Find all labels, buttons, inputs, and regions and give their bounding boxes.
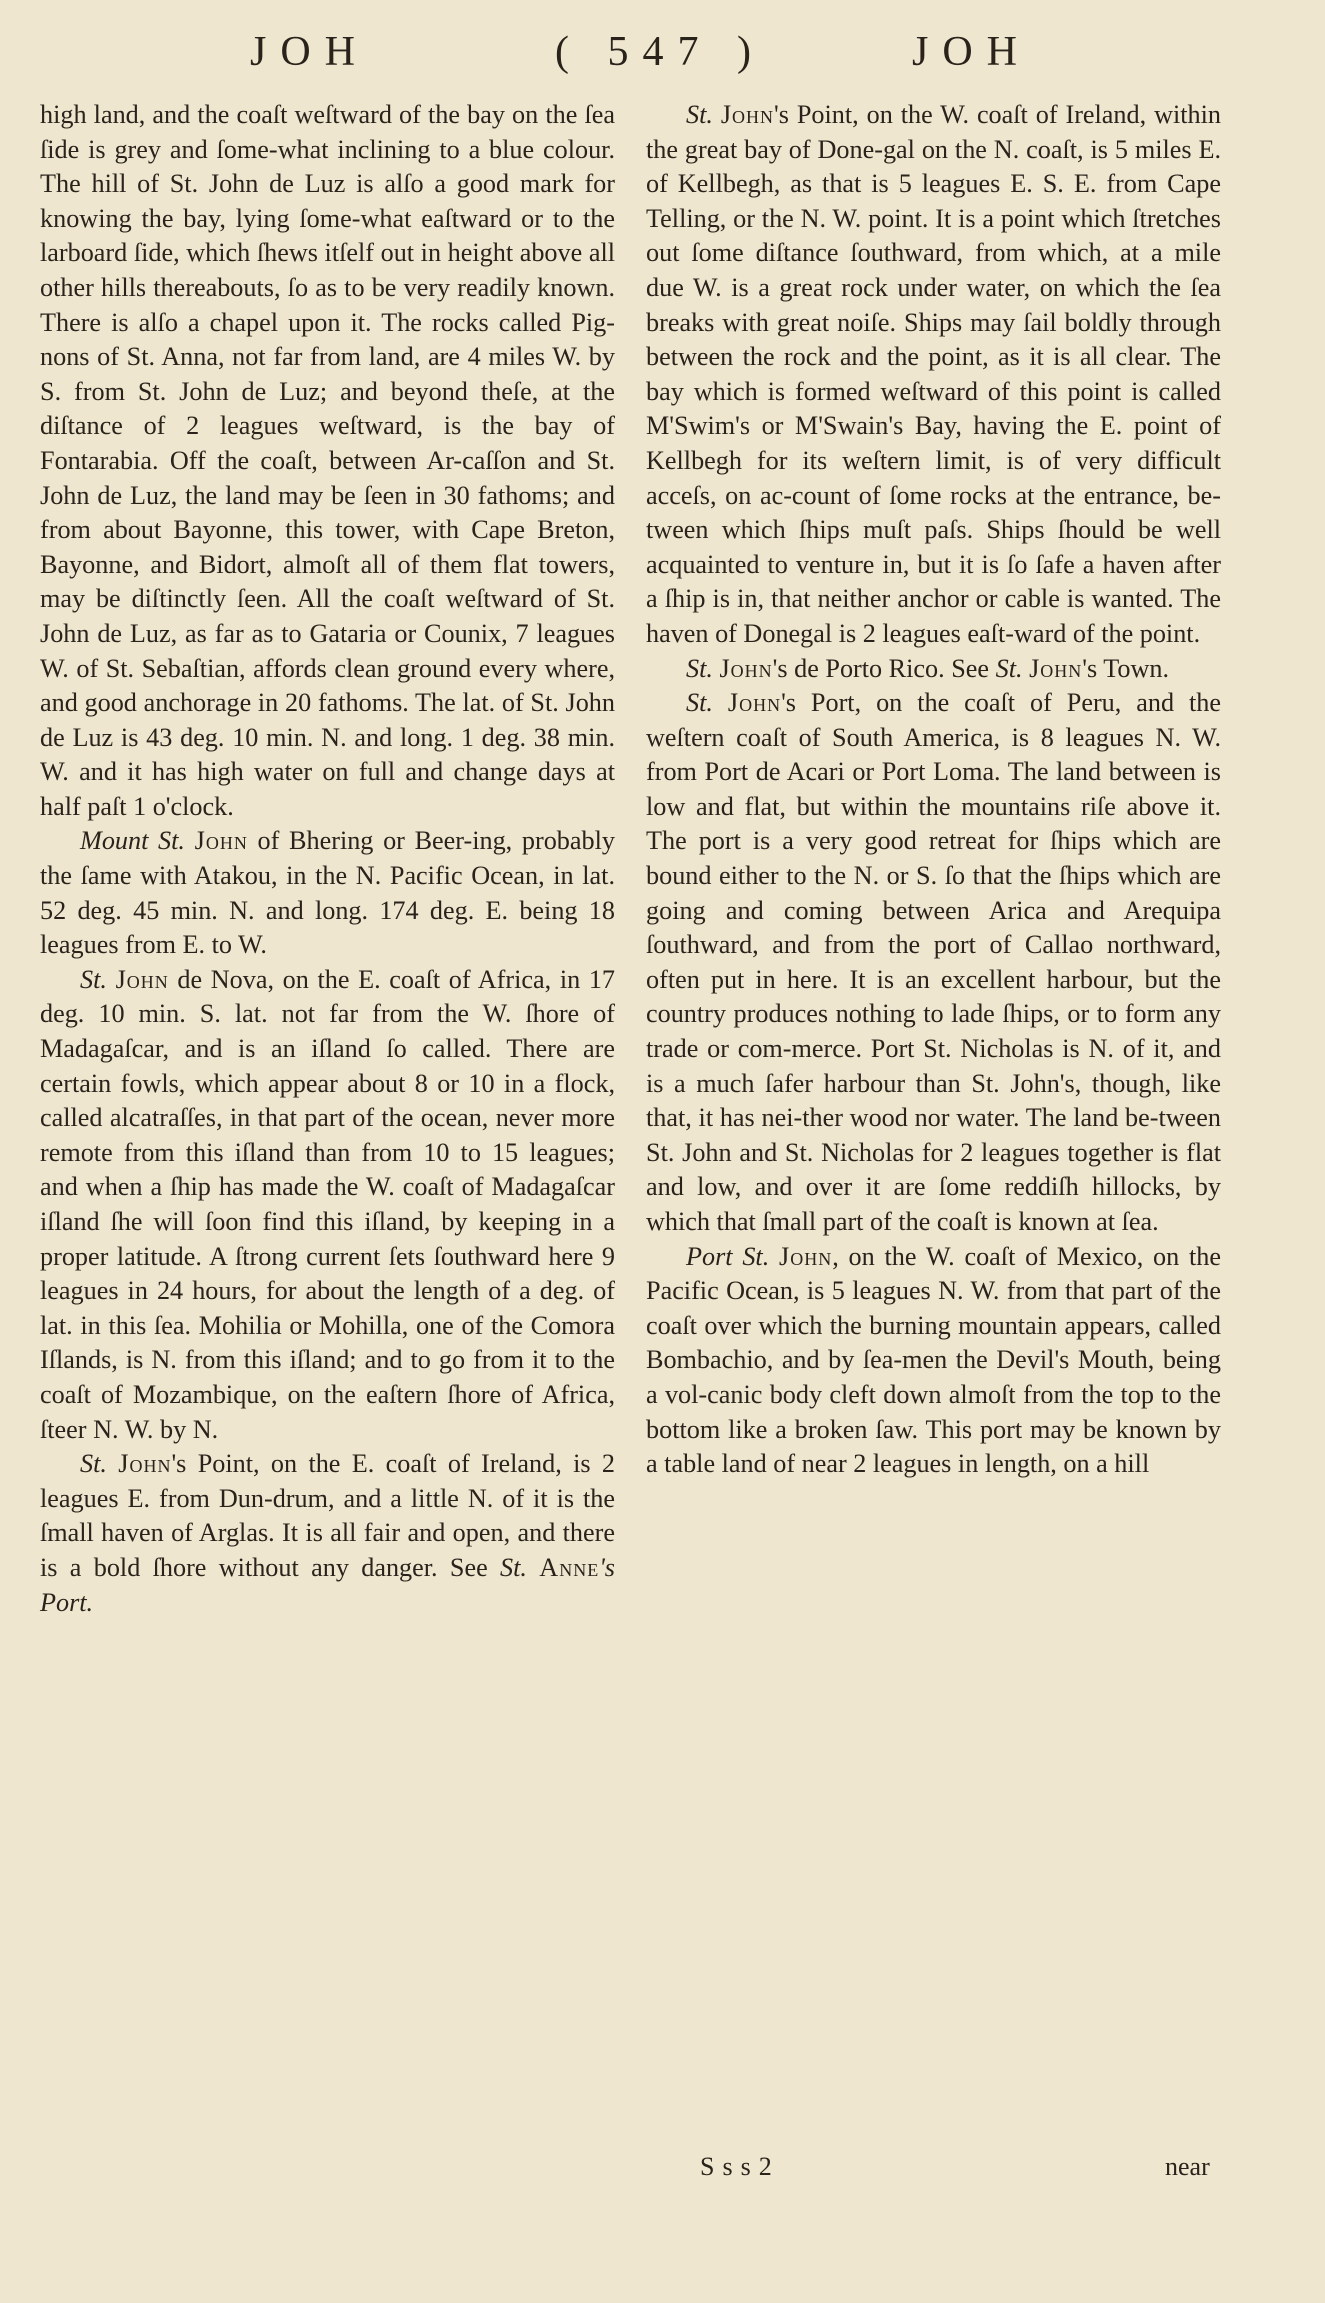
entry-lead: St. — [80, 1449, 107, 1479]
entry-lead: St. — [686, 653, 713, 683]
entry-st-johns-de-porto-rico — [646, 652, 1221, 687]
catchword: near — [1165, 2152, 1210, 2181]
entry-text: de Nova, on the E. coaſt of Africa, in 17 deg. 10 min. S. lat. not far from the W. ſhore of Madagaſcar, and is an iſland ſo called. There are certain fowls, which appear about 8 or 10 in a flock, called alcatraſſes, in that part of the ocean, never more remote from this iſland than from 10 to 15 leagues; and when a ſhip has made the W. coaſt of Madagaſcar iſland ſhe will ſoon find this iſland, by keeping in a proper latitude. A ſtrong current ſets ſouthward here 9 leagues in 24 hours, for about the length of a deg. of lat. in this ſea. Mohilia or Mohilla, one of the Comora Iſlands, is N. from this iſland; and to go from it to the coaſt of Mozambique, on the eaſtern ſhore of Africa, ſteer N. W. by N. — [40, 964, 616, 1444]
entry-st-johns-port — [646, 686, 1221, 1240]
entry-text: 's de Porto Rico. See — [772, 653, 996, 683]
cross-ref-lead: St. — [995, 653, 1023, 683]
entry-headword: John — [720, 100, 775, 129]
entry-text: 's Port, on the coaſt of Peru, and the weſtern coaſt of South America, is 8 leagues N. W. from Port de Acari or Port Loma. The land between is low and flat, but within the mountains riſe above it. The port is a very good retreat for ſhips which are bound either to the N. or S. ſo that the ſhips which are going and coming between Arica and Arequipa ſouthward, and from the port of Callao northward, often put in here. It is an excellent harbour, but the country produces nothing to lade ſhips, or to form any trade or com-merce. Port St. Nicholas is N. of it, and is a much ſafer harbour than St. John's, though, like that, it has nei-ther wood nor water. The land be-tween St. John and St. Nicholas for 2 leagues together is flat and low, and over it are ſome reddiſh hillocks, by which that ſmall part of the coaſt is known at ſea. — [646, 688, 1221, 1236]
entry-headword: John — [727, 688, 782, 718]
entry-lead: Port St. — [686, 1241, 770, 1271]
running-header — [0, 28, 1325, 98]
entry-headword: John — [719, 653, 773, 683]
header-right: JOH — [912, 29, 1032, 75]
header-left: JOH — [250, 29, 370, 75]
entry-text: of Bhering or Beer-ing, probably the ſame with Atakou, in the N. Pacific Ocean, in lat. 52 deg. 45 min. N. and long. 174 deg. E. being 18 leagues from E. to W. — [40, 826, 615, 960]
entry-text: 's Point, on the W. coaſt of Ireland, within the great bay of Done-gal on the N. coaſt, is 5 miles E. of Kellbegh, as that is 5 leagues E. S. E. from Cape Telling, or the N. W. point. It is a point which ſtretches out ſome diſtance ſouthward, from which, at a mile due W. is a great rock under water, on which the ſea breaks with great noiſe. Ships may ſail boldly through between the rock and the point, as it is all clear. The bay which is formed weſtward of this point is called M'Swim's or M'Swain's Bay, having the E. point of Kellbegh for its weſtern limit, is of very difficult acceſs, on ac-count of ſome rocks at the entrance, be-tween which ſhips muſt paſs. Ships ſhould be well acquainted to venture in, but it is ſo ſafe a haven after a ſhip is in, that neither anchor or cable is wanted. The haven of Donegal is 2 leagues eaſt-ward of the point. — [646, 100, 1222, 648]
entry-paragraph: high land, and the coaſt weſtward of the bay on the ſea ſide is grey and ſome-what inclining to a blue colour. The hill of St. John de Luz is alſo a good mark for knowing the bay, lying ſome-what eaſtward or to the larboard ſide, which ſhews itſelf out in height above all other hills thereabouts, ſo as to be very readily known. There is alſo a chapel upon it. The rocks called Pig-nons of St. Anna, not far from land, are 4 miles W. by S. from St. John de Luz; and beyond theſe, at the diſtance of 2 leagues weſtward, is the bay of Fontarabia. Off the coaſt, between Ar-caſſon and St. John de Luz, the land may be ſeen in 30 fathoms; and from about Bayonne, this tower, with Cape Breton, Bayonne, and Bidort, almoſt all of them flat towers, may be diſtinctly ſeen. All the coaſt weſtward of St. John de Luz, as far as to Gataria or Counix, 7 leagues W. of St. Sebaſtian, affords clean ground every where, and good anchorage in 20 fathoms. The lat. of St. John de Luz is 43 deg. 10 min. N. and long. 1 deg. 38 min. W. and it has high water on full and change days at half paſt 1 o'clock. — [40, 100, 615, 821]
cross-ref-tail: 's Port. — [40, 1552, 615, 1617]
entry-lead: St. — [686, 100, 713, 129]
entry-headword: John — [115, 964, 169, 994]
entry-st-johns-point-w — [646, 98, 1221, 652]
entry-lead: St. — [686, 688, 713, 718]
entry-lead: Mount St. — [80, 826, 185, 856]
entry-mount-st-john — [40, 824, 615, 962]
entry-st-johns-point-e — [40, 1447, 615, 1620]
entry-st-john-de-nova — [40, 963, 615, 1447]
entry-headword: John — [194, 826, 248, 856]
entry-lead: St. — [80, 964, 107, 994]
page-number: ( 547 ) — [555, 29, 765, 75]
entry-text: , on the W. coaſt of Mexico, on the Pacific Ocean, is 5 leagues N. W. from that part of the coaſt over which the burning mountain appears, called Bombachio, and by ſea-men the Devil's Mouth, being a vol-canic body cleft down almoſt from the top to the bottom like a broken ſaw. This port may be known by a table land of near 2 leagues in length, on a hill — [646, 1241, 1221, 1479]
entry-port-st-john — [646, 1240, 1221, 1482]
cross-ref-lead: St. — [500, 1552, 527, 1582]
entry-headword: John — [779, 1241, 833, 1271]
cross-ref-name: John — [1029, 653, 1083, 683]
right-column — [646, 98, 1221, 1482]
entry-headword: John — [118, 1449, 172, 1479]
cross-ref-name: Anne — [539, 1552, 600, 1582]
signature-mark: Sss2 — [700, 2152, 780, 2181]
left-column — [40, 98, 615, 1620]
entry-text: 's Point, on the E. coaſt of Ireland, is 2 leagues E. from Dun-drum, and a little N. of it is the ſmall haven of Arglas. It is all fair and open, and there is a bold ſhore without any danger. See — [40, 1449, 615, 1582]
cross-ref-tail: 's Town. — [1082, 653, 1170, 683]
